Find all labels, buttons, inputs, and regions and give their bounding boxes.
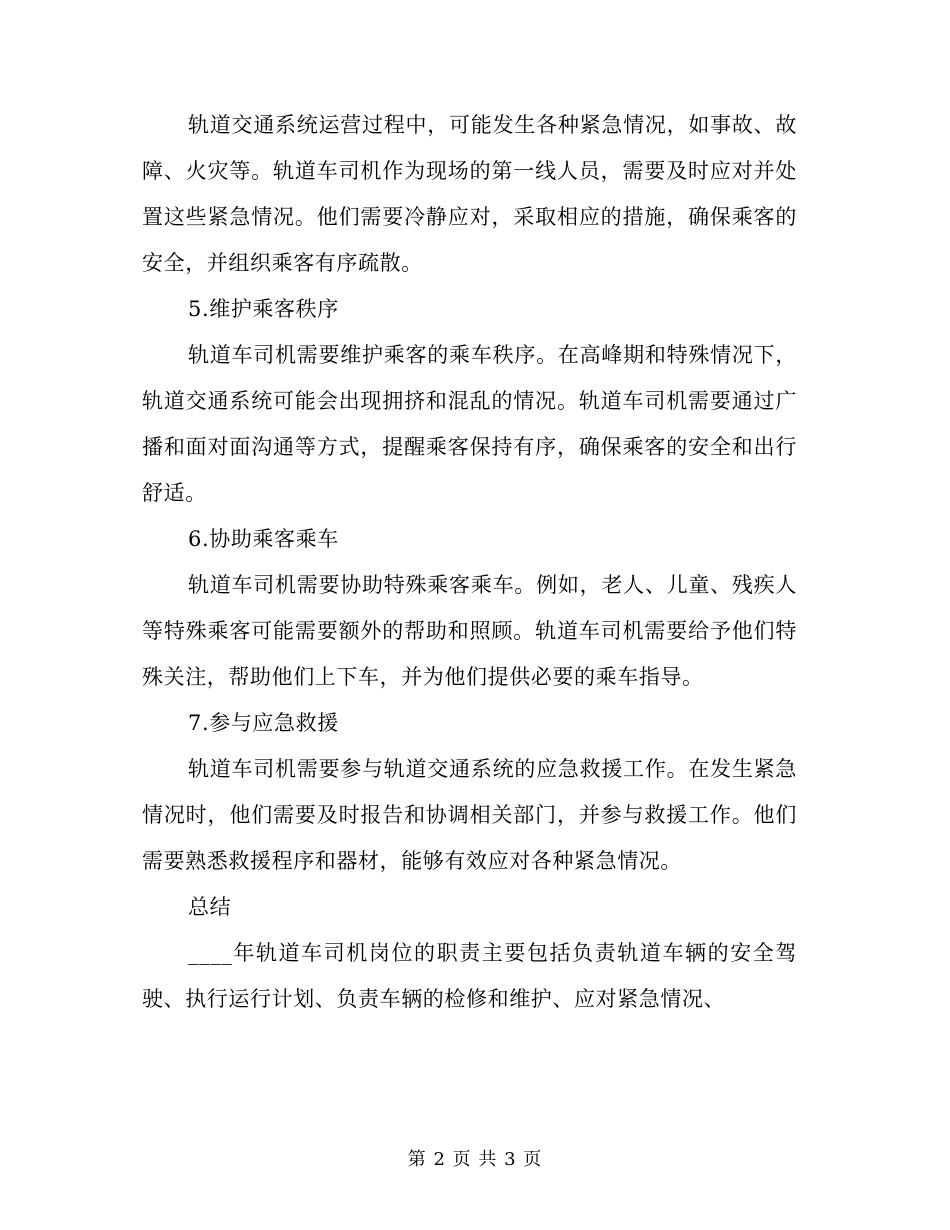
paragraph-maintain-order: 轨道车司机需要维护乘客的乘车秩序。在高峰期和特殊情况下，轨道交通系统可能会出现拥挤和混乱的情况。轨道车司机需要通过广播和面对面沟通等方式，提醒乘客保持有序，确保乘客的安全和出行舒适。: [142, 343, 797, 505]
page-number-footer: 第 2 页 共 3 页: [407, 1149, 543, 1170]
section-heading-emergency-rescue: 7.参与应急救援: [188, 711, 339, 735]
paragraph-summary: ____年轨道车司机岗位的职责主要包括负责轨道车辆的安全驾驶、执行运行计划、负责车辆的检修和维护、应对紧急情况、: [142, 941, 797, 1011]
section-heading-summary: 总结: [188, 895, 232, 919]
paragraph-emergency-rescue: 轨道车司机需要参与轨道交通系统的应急救援工作。在发生紧急情况时，他们需要及时报告和协调相关部门，并参与救援工作。他们需要熟悉救援程序和器材，能够有效应对各种紧急情况。: [142, 757, 797, 873]
section-heading-maintain-order: 5.维护乘客秩序: [188, 297, 339, 321]
paragraph-assist-passengers: 轨道车司机需要协助特殊乘客乘车。例如，老人、儿童、残疾人等特殊乘客可能需要额外的帮助和照顾。轨道车司机需要给予他们特殊关注，帮助他们上下车，并为他们提供必要的乘车指导。: [142, 573, 797, 689]
section-heading-assist-passengers: 6.协助乘客乘车: [188, 527, 339, 551]
paragraph-emergency-handling: 轨道交通系统运营过程中，可能发生各种紧急情况，如事故、故障、火灾等。轨道车司机作为现场的第一线人员，需要及时应对并处置这些紧急情况。他们需要冷静应对，采取相应的措施，确保乘客的安全，并组织乘客有序疏散。: [142, 113, 797, 275]
document-body: [142, 102, 797, 1022]
